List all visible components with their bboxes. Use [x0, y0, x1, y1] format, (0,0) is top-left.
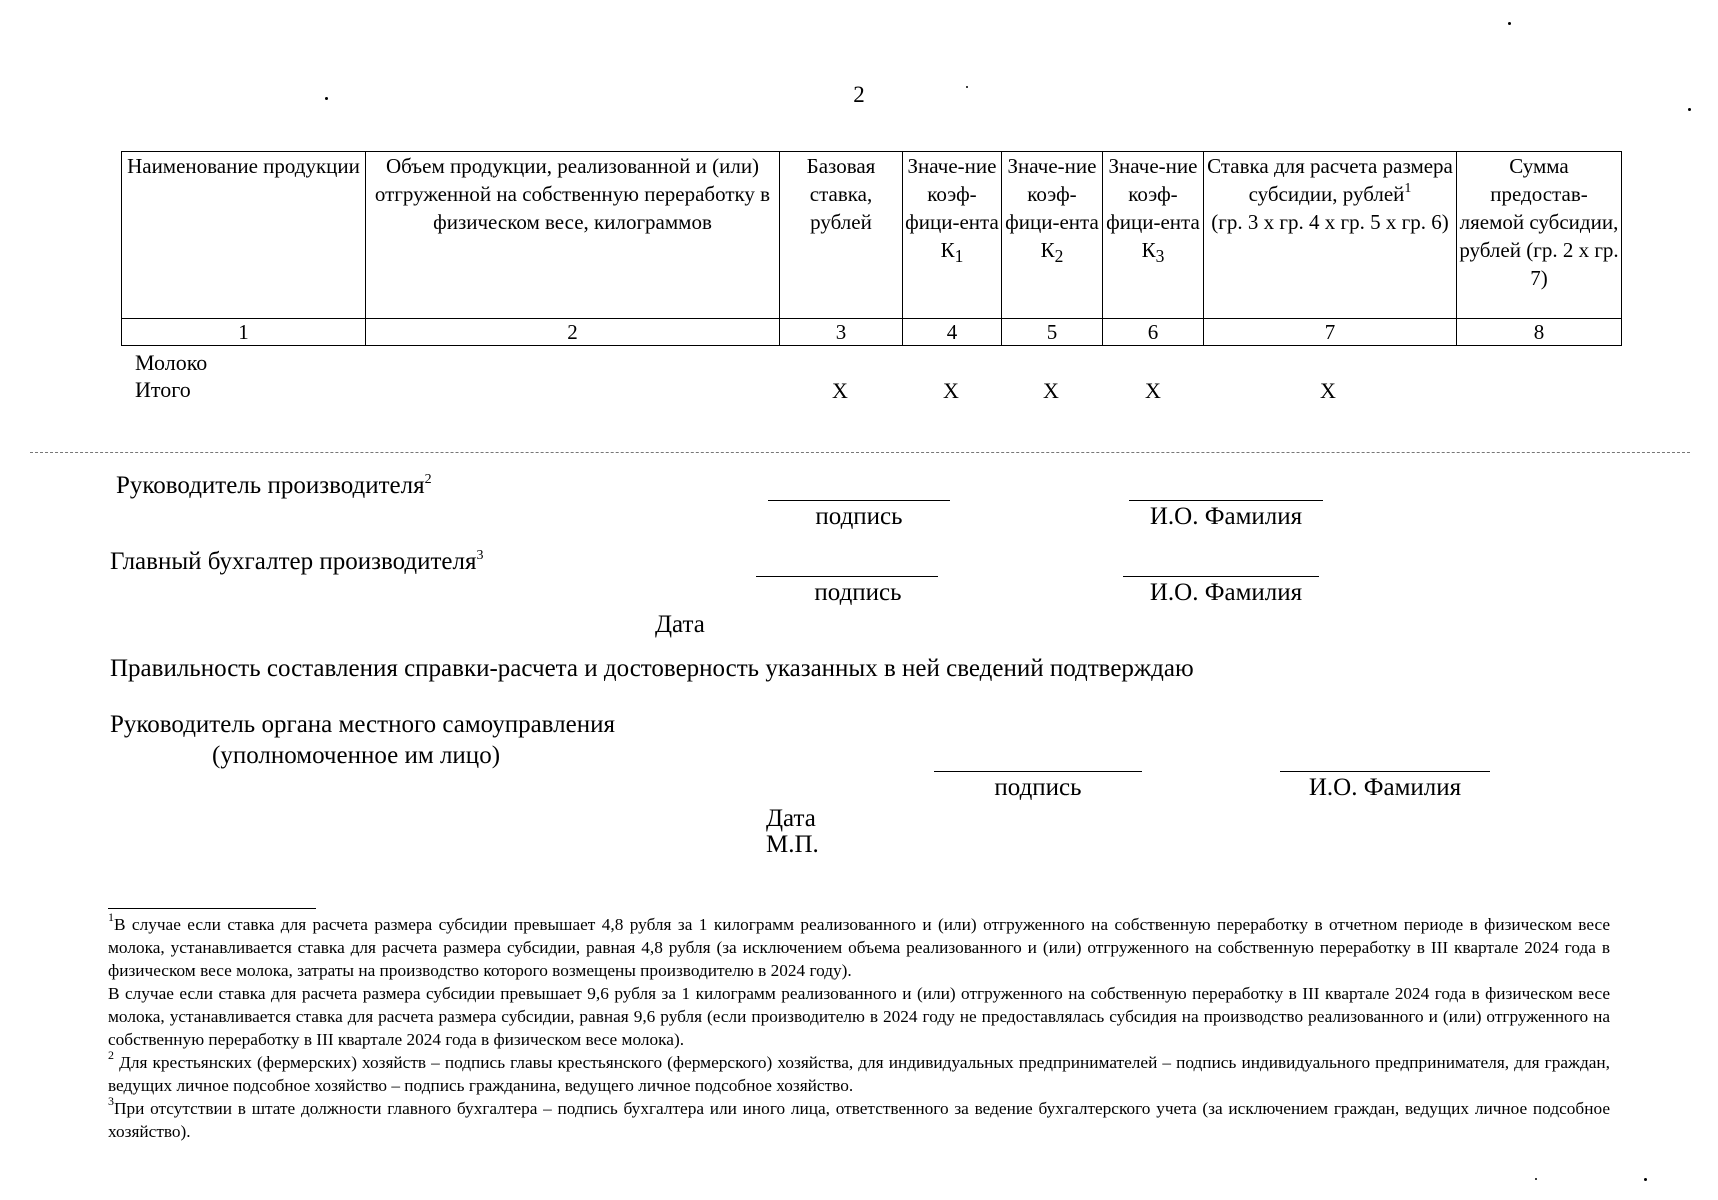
scan-speck: [1535, 1178, 1537, 1180]
column-header: Значе-ние коэф-фици-ента $К_3$: [1103, 152, 1204, 319]
head-producer-name-caption: И.О. Фамилия: [1149, 503, 1303, 530]
head-producer-name-line[interactable]: [1129, 500, 1323, 501]
total-mark-col3: Х: [832, 378, 848, 403]
chief-accountant-name-line[interactable]: [1123, 576, 1319, 577]
date-label: Дата: [655, 611, 705, 638]
column-number-row: [122, 319, 1622, 346]
local-head-signature-line[interactable]: [934, 771, 1142, 772]
footnote-2: $^2$ Для крестьянских (фермерских) хозяйств – подпись главы крестьянского (фермерского) хозяйства, для индивидуальных предпринимателей – подпись индивидуального предпринимателя, для граждан, ведущих личное подсобное хозяйство – подпись гражданина, ведущего личное подсобное хозяйство.: [108, 1048, 1610, 1095]
column-header: Наименование продукции: [122, 152, 366, 319]
footnote-1-continued: В случае если ставка для расчета размера субсидии превышает 9,6 рубля за 1 килограмм реализованного и (или) отгруженного на собственную переработку в III квартале 2024 года в физическом весе молока, устанавливается ставка для расчета размера субсидии, равная 9,6 рубля (если производителю в 2024 году не предоставлялась субсидия на производство реализованного и (или) отгруженного на собственную переработку в III квартале 2024 года в физическом весе молока).: [108, 984, 1610, 1049]
column-number: 1: [122, 319, 366, 346]
chief-accountant-signature-line[interactable]: [756, 576, 938, 577]
total-mark-col6: Х: [1145, 378, 1161, 403]
scan-line: [30, 452, 1690, 453]
column-header: Объем продукции, реализованной и (или) отгруженной на собственную переработку в физическом весе, килограммов: [366, 152, 780, 319]
local-head-signature-caption: подпись: [994, 774, 1082, 801]
footnote-1: $^1$В случае если ставка для расчета размера субсидии превышает 4,8 рубля за 1 килограмм реализованного и (или) отгруженного на собственную переработку в отчетном периоде в физическом весе молока, устанавливается ставка для расчета размера субсидии, равная 4,8 рубля (за исключением объема реализованного и (или) отгруженного на собственную переработку в III квартале 2024 года в физическом весе молока, затраты на производство которого возмещены производителю в 2024 году).: [108, 910, 1610, 980]
footnotes: [108, 910, 1610, 1143]
column-number: 8: [1457, 319, 1622, 346]
head-producer-signature-caption: подпись: [815, 503, 903, 530]
stamp-label: М.П.: [766, 831, 819, 858]
column-header: Базовая ставка, рублей: [780, 152, 903, 319]
column-number: 4: [903, 319, 1002, 346]
page-number: 2: [853, 82, 865, 107]
column-number: 2: [366, 319, 780, 346]
row-label-total: Итого: [135, 377, 191, 402]
column-number: 5: [1002, 319, 1103, 346]
subsidy-calculation-table: [121, 151, 1622, 346]
confirmation-text: Правильность составления справки-расчета и достоверность указанных в ней сведений подтверждаю: [110, 655, 1194, 682]
total-mark-col4: Х: [943, 378, 959, 403]
total-mark-col5: Х: [1043, 378, 1059, 403]
head-producer-title: Руководитель производителя$^2$: [116, 471, 432, 499]
footnote-separator: [108, 908, 316, 909]
column-header: Значе-ние коэф-фици-ента $К_2$: [1002, 152, 1103, 319]
chief-accountant-title: Главный бухгалтер производителя$^3$: [110, 547, 484, 575]
scan-speck: [1644, 1178, 1647, 1181]
date-label-2: Дата: [766, 805, 816, 832]
column-number: 3: [780, 319, 903, 346]
column-number: 7: [1204, 319, 1457, 346]
column-header: Сумма предостав-ляемой субсидии, рублей (гр. 2 х гр. 7): [1457, 152, 1622, 319]
column-header: Ставка для расчета размера субсидии, рублей$^1$ (гр. 3 х гр. 4 х гр. 5 х гр. 6): [1204, 152, 1457, 319]
local-head-name-line[interactable]: [1280, 771, 1490, 772]
scan-speck: [1508, 22, 1511, 25]
head-producer-signature-line[interactable]: [768, 500, 950, 501]
chief-accountant-signature-caption: подпись: [814, 579, 902, 606]
row-label-milk: Молоко: [135, 350, 208, 375]
total-mark-col7: Х: [1320, 378, 1336, 403]
footnote-3: $^3$При отсутствии в штате должности главного бухгалтера – подпись бухгалтера или иного лица, ответственного за ведение бухгалтерского учета (за исключением граждан, ведущих личное подсобное хозяйство).: [108, 1094, 1610, 1141]
scan-speck: [1688, 108, 1691, 111]
column-header: Значе-ние коэф-фици-ента $К_1$: [903, 152, 1002, 319]
local-head-subtitle: (уполномоченное им лицо): [212, 742, 501, 769]
local-head-title: Руководитель органа местного самоуправления: [110, 711, 615, 738]
table-header-row: [122, 152, 1622, 319]
column-number: 6: [1103, 319, 1204, 346]
local-head-name-caption: И.О. Фамилия: [1308, 774, 1462, 801]
chief-accountant-name-caption: И.О. Фамилия: [1149, 579, 1303, 606]
